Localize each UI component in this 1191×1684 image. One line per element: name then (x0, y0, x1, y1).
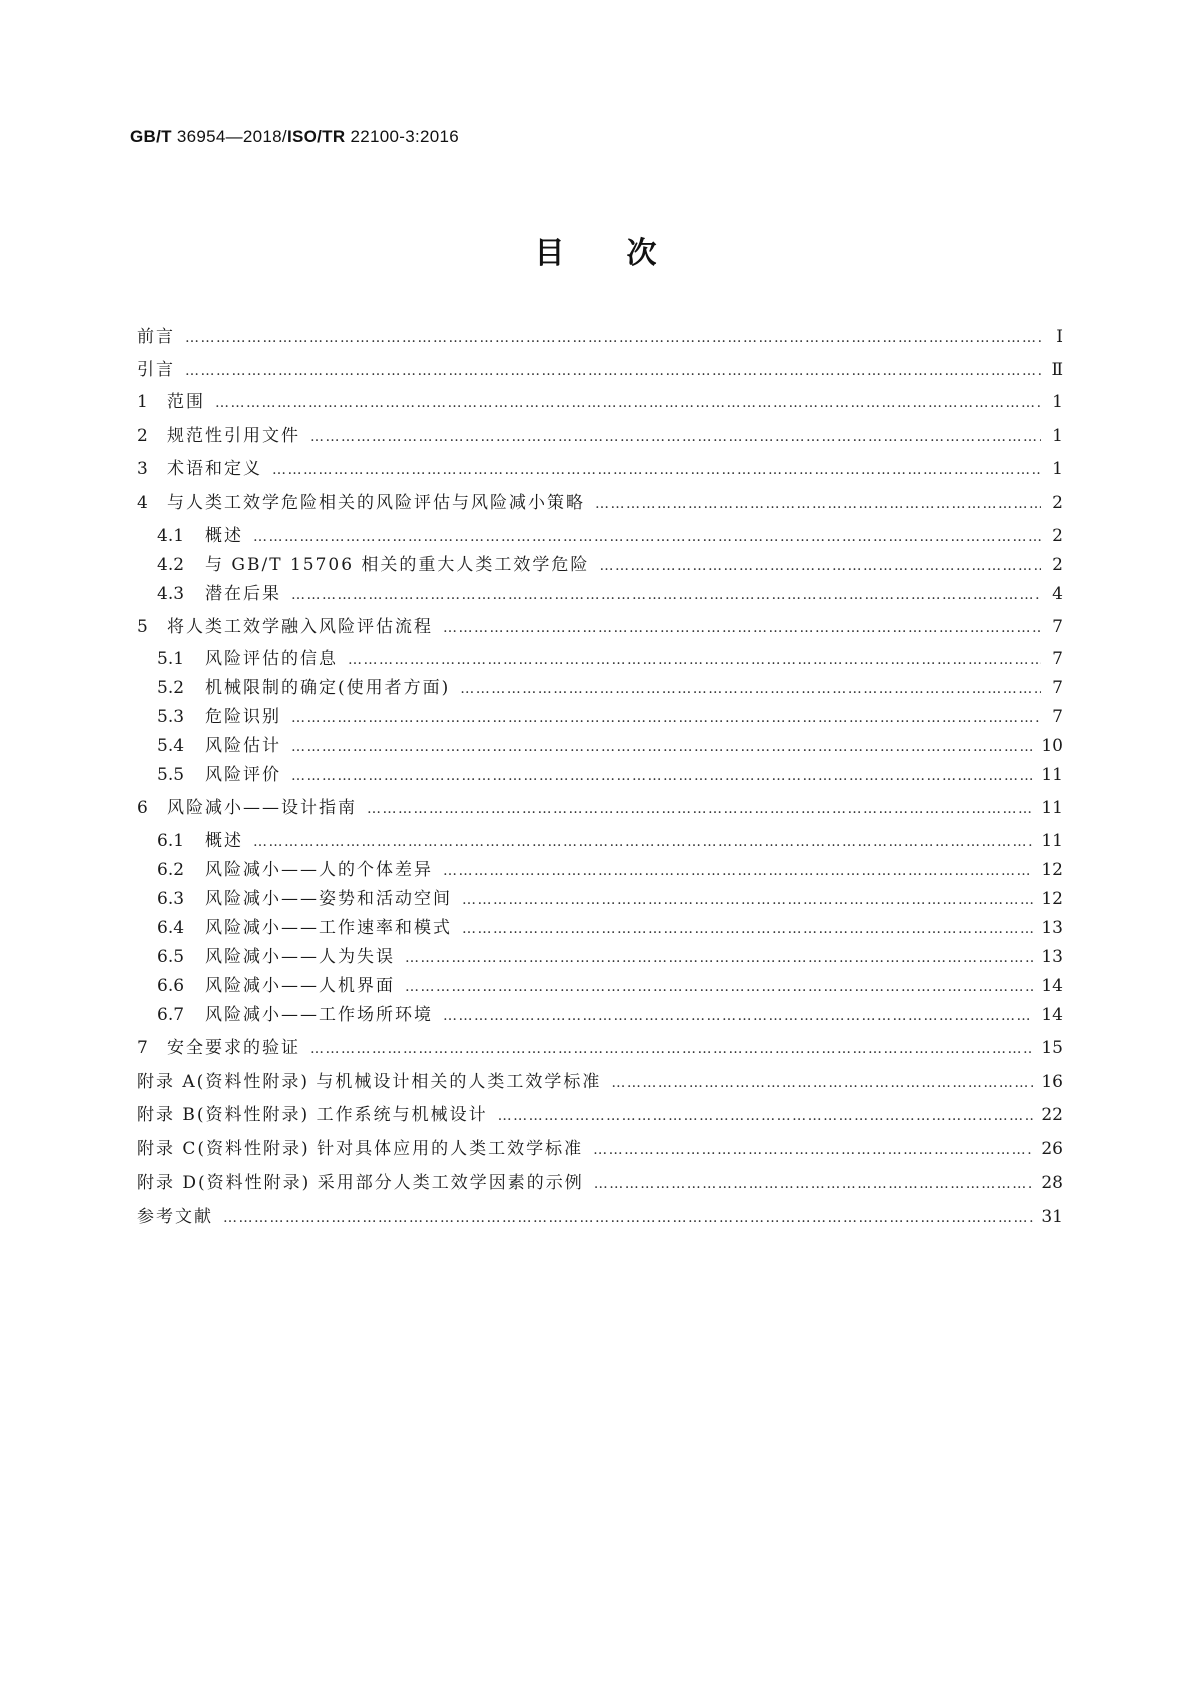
toc-entry-label: 危险识别 (205, 707, 281, 727)
toc-dot-leader (443, 1005, 1033, 1027)
toc-entry-label: 风险减小——姿势和活动空间 (205, 889, 452, 909)
toc-entry[interactable] (137, 706, 1063, 729)
toc-dot-leader (405, 976, 1033, 998)
toc-entry-label: 风险减小——人机界面 (205, 976, 395, 996)
toc-entry-page: 2 (1052, 555, 1063, 575)
toc-entry-number: 4.2 (157, 555, 185, 575)
toc-dot-leader (291, 584, 1041, 606)
toc-entry-page: 14 (1041, 976, 1063, 996)
toc-dot-leader (462, 889, 1033, 911)
toc-dot-leader (593, 1139, 1033, 1161)
toc-dot-leader (367, 798, 1033, 820)
toc-entry-page: 26 (1041, 1139, 1063, 1159)
toc-entry-label: 引言 (137, 360, 175, 380)
toc-dot-leader (498, 1105, 1034, 1127)
toc-entry-page: 12 (1041, 860, 1063, 880)
toc-entry-page: 10 (1041, 736, 1063, 756)
toc-entry-number: 6.4 (157, 918, 185, 938)
toc-entry[interactable] (137, 1071, 1063, 1094)
toc-entry-number: 3 (137, 459, 148, 479)
toc-entry-number: 6.7 (157, 1005, 185, 1025)
toc-entry-label: 规范性引用文件 (167, 426, 300, 446)
toc-entry-page: 7 (1052, 617, 1063, 637)
toc-entry-label: 与 GB/T 15706 相关的重大人类工效学危险 (205, 555, 590, 575)
toc-entry-page: 15 (1041, 1038, 1063, 1058)
toc-entry-label: 附录 C(资料性附录) 针对具体应用的人类工效学标准 (137, 1139, 584, 1159)
toc-dot-leader (611, 1072, 1033, 1094)
toc-entry[interactable] (137, 391, 1063, 414)
toc-entry-page: 1 (1052, 459, 1063, 479)
toc-dot-leader (348, 649, 1041, 671)
toc-dot-leader (272, 459, 1041, 481)
toc-entry-label: 将人类工效学融入风险评估流程 (167, 617, 433, 637)
toc-entry-number: 6.2 (157, 860, 185, 880)
toc-dot-leader (405, 947, 1033, 969)
toc-entry-label: 附录 D(资料性附录) 采用部分人类工效学因素的示例 (137, 1173, 584, 1193)
toc-entry[interactable] (137, 830, 1063, 853)
toc-entry-label: 与人类工效学危险相关的风险评估与风险减小策略 (167, 493, 585, 513)
toc-dot-leader (462, 918, 1033, 940)
toc-entry[interactable] (137, 458, 1063, 481)
toc-entry-label: 术语和定义 (167, 459, 262, 479)
toc-dot-leader (185, 327, 1041, 349)
toc-entry-page: 13 (1041, 918, 1063, 938)
toc-entry-label: 附录 A(资料性附录) 与机械设计相关的人类工效学标准 (137, 1072, 602, 1092)
toc-entry-page: 7 (1052, 678, 1063, 698)
toc-dot-leader (310, 1038, 1033, 1060)
standard-code-iso: ISO/TR (286, 127, 346, 146)
toc-entry[interactable] (137, 616, 1063, 639)
toc-entry[interactable] (137, 946, 1063, 969)
toc-entry-label: 风险减小——人为失误 (205, 947, 395, 967)
toc-dot-leader (460, 678, 1041, 700)
toc-entry[interactable] (137, 492, 1063, 515)
toc-entry-label: 附录 B(资料性附录) 工作系统与机械设计 (137, 1105, 488, 1125)
toc-entry[interactable] (137, 859, 1063, 882)
toc-entry-page: Ⅱ (1051, 360, 1063, 380)
toc-entry-number: 5 (137, 617, 148, 637)
toc-entry-page: 2 (1052, 526, 1063, 546)
toc-entry-number: 5.3 (157, 707, 185, 727)
toc-entry-number: 6.6 (157, 976, 185, 996)
toc-entry-page: 7 (1052, 649, 1063, 669)
toc-entry-page: Ⅰ (1056, 327, 1063, 347)
standard-code (130, 127, 459, 147)
toc-dot-leader (253, 831, 1033, 853)
toc-entry-number: 6.1 (157, 831, 185, 851)
toc-entry-page: 1 (1052, 392, 1063, 412)
toc-entry-number: 5.5 (157, 765, 185, 785)
toc-entry-label: 潜在后果 (205, 584, 281, 604)
toc-dot-leader (595, 493, 1041, 515)
toc-dot-leader (443, 860, 1033, 882)
toc-entry-number: 6.3 (157, 889, 185, 909)
standard-code-number: 36954—2018/ (171, 127, 287, 146)
toc-dot-leader (599, 555, 1041, 577)
toc-entry-page: 28 (1041, 1173, 1063, 1193)
page-title: 目次 (534, 236, 719, 271)
toc-entry[interactable] (137, 1104, 1063, 1127)
toc-entry-page: 11 (1041, 831, 1063, 851)
toc-entry-label: 安全要求的验证 (167, 1038, 300, 1058)
toc-entry-number: 4.1 (157, 526, 185, 546)
toc-entry[interactable] (137, 1172, 1063, 1195)
toc-entry[interactable] (137, 1206, 1063, 1229)
toc-entry-page: 4 (1052, 584, 1063, 604)
toc-dot-leader (594, 1173, 1034, 1195)
toc-entry-page: 12 (1041, 889, 1063, 909)
toc-entry[interactable] (137, 648, 1063, 671)
toc-entry-number: 6 (137, 798, 148, 818)
toc-entry[interactable] (137, 917, 1063, 940)
toc-entry-label: 风险减小——人的个体差异 (205, 860, 433, 880)
toc-entry[interactable] (137, 888, 1063, 911)
toc-entry-label: 机械限制的确定(使用者方面) (205, 678, 451, 698)
toc-entry[interactable] (137, 425, 1063, 448)
standard-code-prefix: GB/T (130, 127, 172, 146)
toc-entry[interactable] (137, 764, 1063, 787)
toc-entry-number: 2 (137, 426, 148, 446)
toc-dot-leader (291, 736, 1033, 758)
toc-entry-page: 1 (1052, 426, 1063, 446)
toc-entry-page: 11 (1041, 798, 1063, 818)
toc-entry-label: 概述 (205, 831, 243, 851)
toc-dot-leader (443, 617, 1041, 639)
toc-entry[interactable] (137, 677, 1063, 700)
toc-entry-number: 5.2 (157, 678, 185, 698)
toc-entry-page: 7 (1052, 707, 1063, 727)
toc-entry[interactable] (137, 359, 1063, 382)
toc-entry-label: 风险减小——设计指南 (167, 798, 357, 818)
toc-dot-leader (291, 707, 1041, 729)
toc-entry-label: 概述 (205, 526, 243, 546)
toc-entry-page: 16 (1041, 1072, 1063, 1092)
toc-entry-number: 5.1 (157, 649, 185, 669)
toc-dot-leader (185, 360, 1041, 382)
toc-dot-leader (215, 392, 1041, 414)
toc-entry[interactable] (137, 797, 1063, 820)
toc-entry-label: 风险估计 (205, 736, 281, 756)
toc-entry-label: 范围 (167, 392, 205, 412)
toc-entry[interactable] (137, 1138, 1063, 1161)
toc-entry-page: 11 (1041, 765, 1063, 785)
standard-code-iso-number: 22100-3:2016 (345, 127, 459, 146)
toc-entry-label: 风险评估的信息 (205, 649, 338, 669)
toc-entry[interactable] (137, 1037, 1063, 1060)
toc-entry-label: 参考文献 (137, 1207, 213, 1227)
toc-entry-label: 风险减小——工作场所环境 (205, 1005, 433, 1025)
toc-entry-page: 2 (1052, 493, 1063, 513)
toc-entry[interactable] (137, 326, 1063, 349)
toc-entry[interactable] (137, 1004, 1063, 1027)
toc-entry-number: 7 (137, 1038, 148, 1058)
toc-entry[interactable] (137, 735, 1063, 758)
toc-dot-leader (310, 426, 1041, 448)
toc-dot-leader (253, 526, 1041, 548)
toc-entry-number: 6.5 (157, 947, 185, 967)
toc-entry[interactable] (137, 583, 1063, 606)
toc-dot-leader (291, 765, 1033, 787)
toc-entry-page: 14 (1041, 1005, 1063, 1025)
toc-entry-page: 13 (1041, 947, 1063, 967)
toc-entry-number: 4 (137, 493, 148, 513)
toc-entry-label: 前言 (137, 327, 175, 347)
toc-entry[interactable] (137, 975, 1063, 998)
toc-entry-number: 4.3 (157, 584, 185, 604)
toc-dot-leader (223, 1207, 1033, 1229)
toc-entry-label: 风险评价 (205, 765, 281, 785)
toc-entry-page: 22 (1041, 1105, 1063, 1125)
toc-entry[interactable] (137, 554, 1063, 577)
toc-entry-number: 1 (137, 392, 148, 412)
toc-entry-number: 5.4 (157, 736, 185, 756)
toc-entry-label: 风险减小——工作速率和模式 (205, 918, 452, 938)
toc-entry-page: 31 (1041, 1207, 1063, 1227)
toc-entry[interactable] (137, 525, 1063, 548)
